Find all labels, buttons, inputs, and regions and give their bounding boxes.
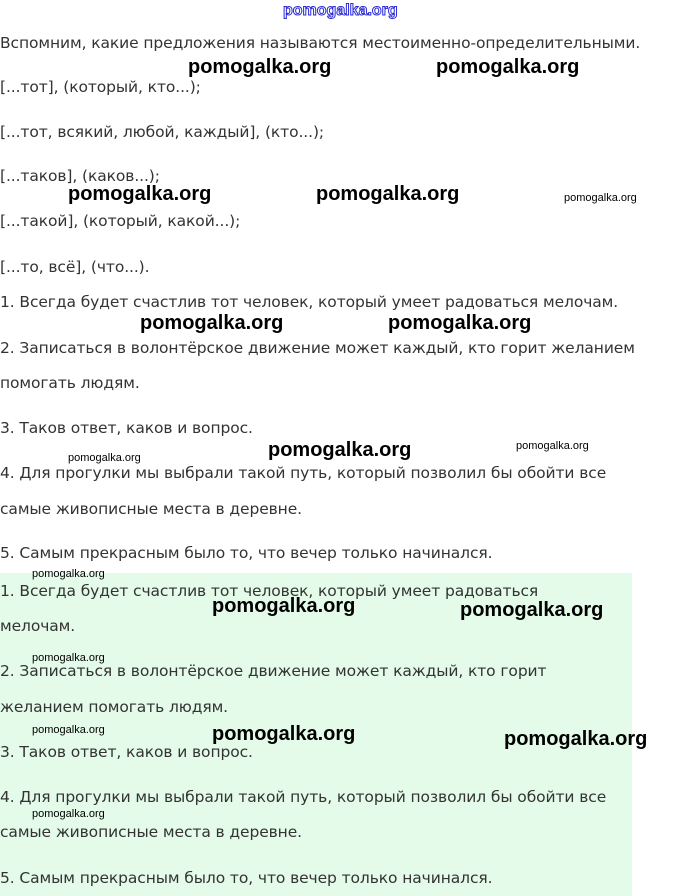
pattern-3: [...таков], (каков...); (0, 167, 160, 185)
watermark: pomogalka.org (268, 439, 412, 461)
answer-sentence-4-cont: самые живописные места в деревне. (0, 823, 302, 841)
pattern-1: [...тот], (который, кто...); (0, 78, 201, 96)
watermark: pomogalka.org (68, 452, 141, 464)
pattern-2: [...тот, всякий, любой, каждый], (кто...); (0, 123, 325, 141)
task-sentence-3: 3. Таков ответ, каков и вопрос. (0, 419, 253, 437)
watermark: pomogalka.org (564, 192, 637, 204)
intro-text: Вспомним, какие предложения называются местоименно-определительными. (0, 34, 641, 52)
watermark: pomogalka.org (460, 599, 604, 621)
watermark: pomogalka.org (316, 183, 460, 205)
watermark: pomogalka.org (32, 652, 105, 664)
pattern-4: [...такой], (который, какой...); (0, 212, 241, 230)
task-sentence-5: 5. Самым прекрасным было то, что вечер только начинался. (0, 544, 493, 562)
watermark: pomogalka.org (212, 595, 356, 617)
task-sentence-2: 2. Записаться в волонтёрское движение может каждый, кто горит желанием (0, 339, 635, 357)
watermark: pomogalka.org (504, 728, 648, 750)
watermark: pomogalka.org (388, 312, 532, 334)
answer-sentence-1-cont: мелочам. (0, 617, 76, 635)
watermark: pomogalka.org (188, 56, 332, 78)
watermark: pomogalka.org (516, 440, 589, 452)
task-sentence-4: 4. Для прогулки мы выбрали такой путь, который позволил бы обойти все (0, 464, 607, 482)
pattern-5: [...то, всё], (что...). (0, 258, 150, 276)
watermark: pomogalka.org (436, 56, 580, 78)
answer-sentence-2-cont: желанием помогать людям. (0, 698, 229, 716)
answer-sentence-2: 2. Записаться в волонтёрское движение может каждый, кто горит (0, 662, 547, 680)
task-sentence-4-cont: самые живописные места в деревне. (0, 500, 302, 518)
site-header-watermark[interactable]: pomogalka.org (283, 2, 398, 19)
answer-sentence-3: 3. Таков ответ, каков и вопрос. (0, 743, 253, 761)
watermark: pomogalka.org (212, 723, 356, 745)
answer-sentence-5: 5. Самым прекрасным было то, что вечер только начинался. (0, 869, 493, 887)
task-sentence-1: 1. Всегда будет счастлив тот человек, который умеет радоваться мелочам. (0, 293, 619, 311)
watermark: pomogalka.org (32, 568, 105, 580)
task-sentence-2-cont: помогать людям. (0, 374, 140, 392)
answer-sentence-1: 1. Всегда будет счастлив тот человек, который умеет радоваться (0, 582, 539, 600)
watermark: pomogalka.org (32, 724, 105, 736)
watermark: pomogalka.org (68, 183, 212, 205)
watermark: pomogalka.org (32, 808, 105, 820)
answer-sentence-4: 4. Для прогулки мы выбрали такой путь, который позволил бы обойти все (0, 788, 607, 806)
watermark: pomogalka.org (140, 312, 284, 334)
